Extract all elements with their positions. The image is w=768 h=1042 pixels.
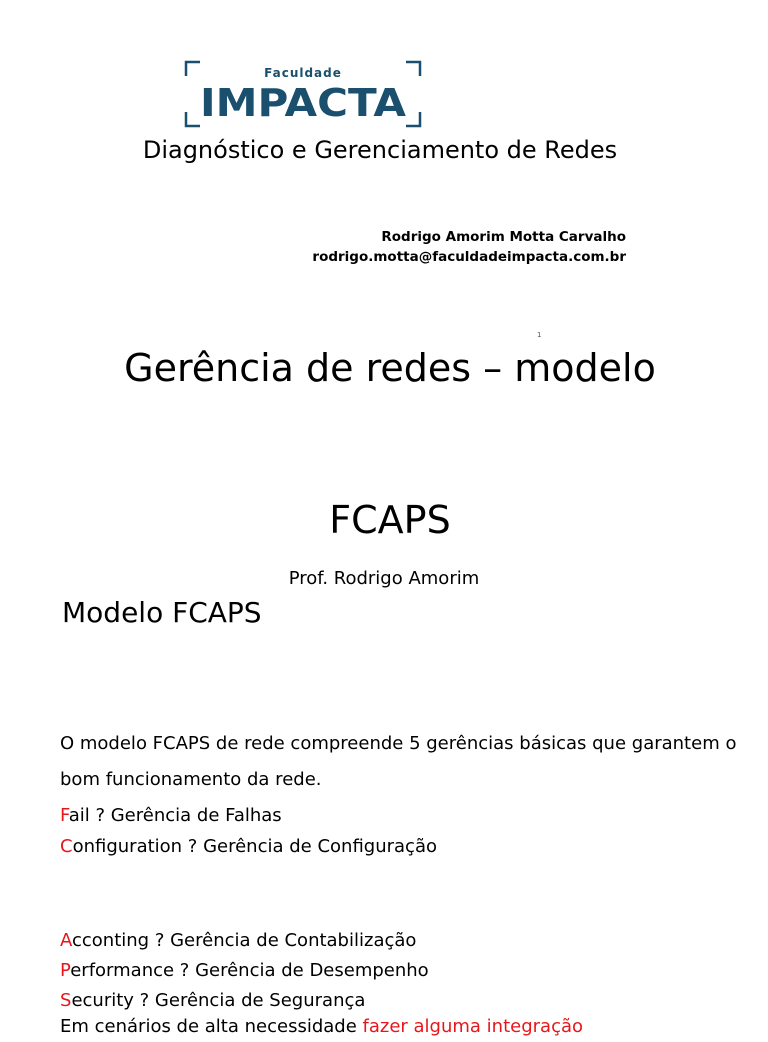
slide-number: 1 [537,331,542,339]
faculdade-impacta-logo [184,60,422,128]
item-text: ail ? Gerência de Falhas [68,805,282,826]
item-text: erformance ? Gerência de Desempenho [70,960,429,981]
fcaps-title: FCAPS [329,498,451,542]
cutoff-text: Em cenários de alta necessidade [60,1016,363,1037]
item-text: onfiguration ? Gerência de Configuração [72,836,437,857]
item-initial: S [60,990,72,1011]
cutoff-highlight: fazer alguma integração [362,1016,584,1037]
model-title: Modelo FCAPS [62,596,262,629]
professor-name: Prof. Rodrigo Amorim [288,568,480,589]
logo-big-text: IMPACTA [200,81,407,125]
author-block [312,227,626,267]
item-text: ecurity ? Gerência de Segurança [71,990,366,1011]
fcaps-item-fail [60,801,282,831]
fcaps-item-configuration [60,832,437,862]
item-text: cconting ? Gerência de Contabilização [72,930,417,951]
logo-small-text: Faculdade [264,66,342,80]
item-initial: A [60,930,72,951]
fcaps-item-accounting [60,926,416,956]
author-email: rodrigo.motta@faculdadeimpacta.com.br [312,249,626,265]
section-title: Gerência de redes – modelo [124,346,656,390]
item-initial: F [60,805,69,826]
intro-paragraph: O modelo FCAPS de rede compreende 5 gerências básicas que garantem o bom funcionamento da rede. [60,733,737,790]
author-name: Rodrigo Amorim Motta Carvalho [381,229,626,245]
course-title: Diagnóstico e Gerenciamento de Redes [142,136,618,164]
item-initial: C [60,836,73,857]
cutoff-line [60,1012,583,1042]
item-initial: P [60,960,71,981]
fcaps-item-performance [60,956,429,986]
